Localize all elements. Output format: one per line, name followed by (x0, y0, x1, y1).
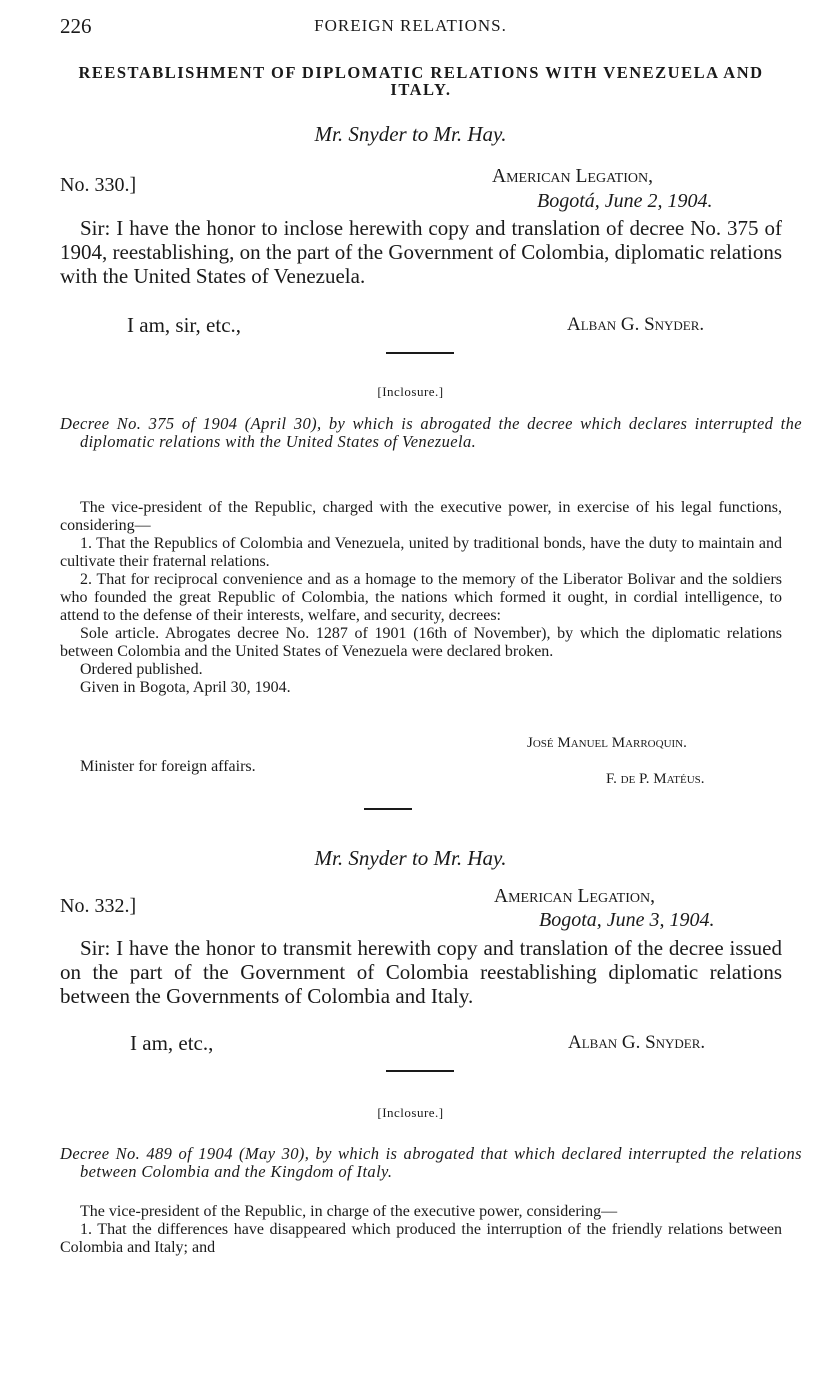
letter2-closing: I am, etc., (130, 1031, 214, 1055)
inclosure1-title: Decree No. 375 of 1904 (April 30), by which is abrogated the decree which declares interrupted the diplomatic relations with the United States of Venezuela. (60, 414, 802, 451)
inclosure1-intro: The vice-president of the Republic, charged with the executive power, in exercise of his legal functions, considering— (60, 499, 782, 534)
inclosure2-intro: The vice-president of the Republic, in charge of the executive power, considering— (80, 1203, 618, 1220)
inclosure1-text (60, 499, 782, 697)
inclosure1-minister-label: Minister for foreign affairs. (80, 758, 256, 775)
inclosure2-point1: 1. That the differences have disappeared which produced the interruption of the friendly relations between Colombia and Italy; and (60, 1221, 782, 1256)
inclosure1-signatory2: F. de P. Matéus. (606, 771, 705, 787)
inclosure1-given: Given in Bogota, April 30, 1904. (80, 679, 291, 696)
letter1-salutation: Mr. Snyder to Mr. Hay. (314, 122, 507, 146)
letter2-place-date: Bogota, June 3, 1904. (539, 909, 715, 931)
inclosure2-text (60, 1203, 782, 1257)
running-title: FOREIGN RELATIONS. (314, 16, 507, 35)
letter1-body: Sir: I have the honor to inclose herewith copy and translation of decree No. 375 of 1904, reestablishing, on the part of the Government of Colombia, diplomatic relations with the United States of Venezuela. (60, 216, 783, 288)
letter2-legation: American Legation, (494, 886, 655, 907)
letter2-signature: Alban G. Snyder. (568, 1032, 706, 1053)
inclosure2-title: Decree No. 489 of 1904 (May 30), by which is abrogated that which declared interrupted the relations between Colombia and the Kingdom of Italy. (60, 1144, 802, 1181)
section-heading: REESTABLISHMENT OF DIPLOMATIC RELATIONS WITH VENEZUELA AND ITALY. (78, 63, 764, 99)
inclosure1-label: [Inclosure.] (377, 384, 444, 399)
letter1-signature: Alban G. Snyder. (567, 314, 705, 335)
divider (386, 1070, 454, 1072)
inclosure1-point2: 2. That for reciprocal convenience and as a homage to the memory of the Liberator Bolivar and the soldiers who founded the great Republic of Colombia, the nations which formed it ought, in cordial intelligence, to attend to the defense of their interests, welfare, and security, decrees: (60, 571, 782, 624)
divider (386, 352, 454, 354)
letter1-closing: I am, sir, etc., (127, 313, 242, 337)
letter1-number: No. 330.] (60, 174, 137, 196)
letter2-salutation: Mr. Snyder to Mr. Hay. (314, 846, 507, 870)
letter1-place-date: Bogotá, June 2, 1904. (537, 190, 713, 212)
inclosure1-point1: 1. That the Republics of Colombia and Venezuela, united by traditional bonds, have the duty to maintain and cultivate their fraternal relations. (60, 535, 782, 570)
inclosure1-sole-article: Sole article. Abrogates decree No. 1287 of 1901 (16th of November), by which the diplomatic relations between Colombia and the United States of Venezuela were declared broken. (60, 625, 782, 660)
page-number: 226 (60, 14, 92, 38)
letter2-body: Sir: I have the honor to transmit herewith copy and translation of the decree issued on the part of the Government of Colombia reestablishing diplomatic relations between the Governments of Colombia and Italy. (60, 936, 782, 1008)
inclosure1-signatory1: José Manuel Marroquin. (527, 735, 687, 751)
divider (364, 808, 412, 810)
letter2-number: No. 332.] (60, 895, 137, 917)
inclosure1-ordered: Ordered published. (80, 661, 203, 678)
letter1-legation: American Legation, (492, 166, 653, 187)
inclosure2-label: [Inclosure.] (377, 1105, 444, 1120)
